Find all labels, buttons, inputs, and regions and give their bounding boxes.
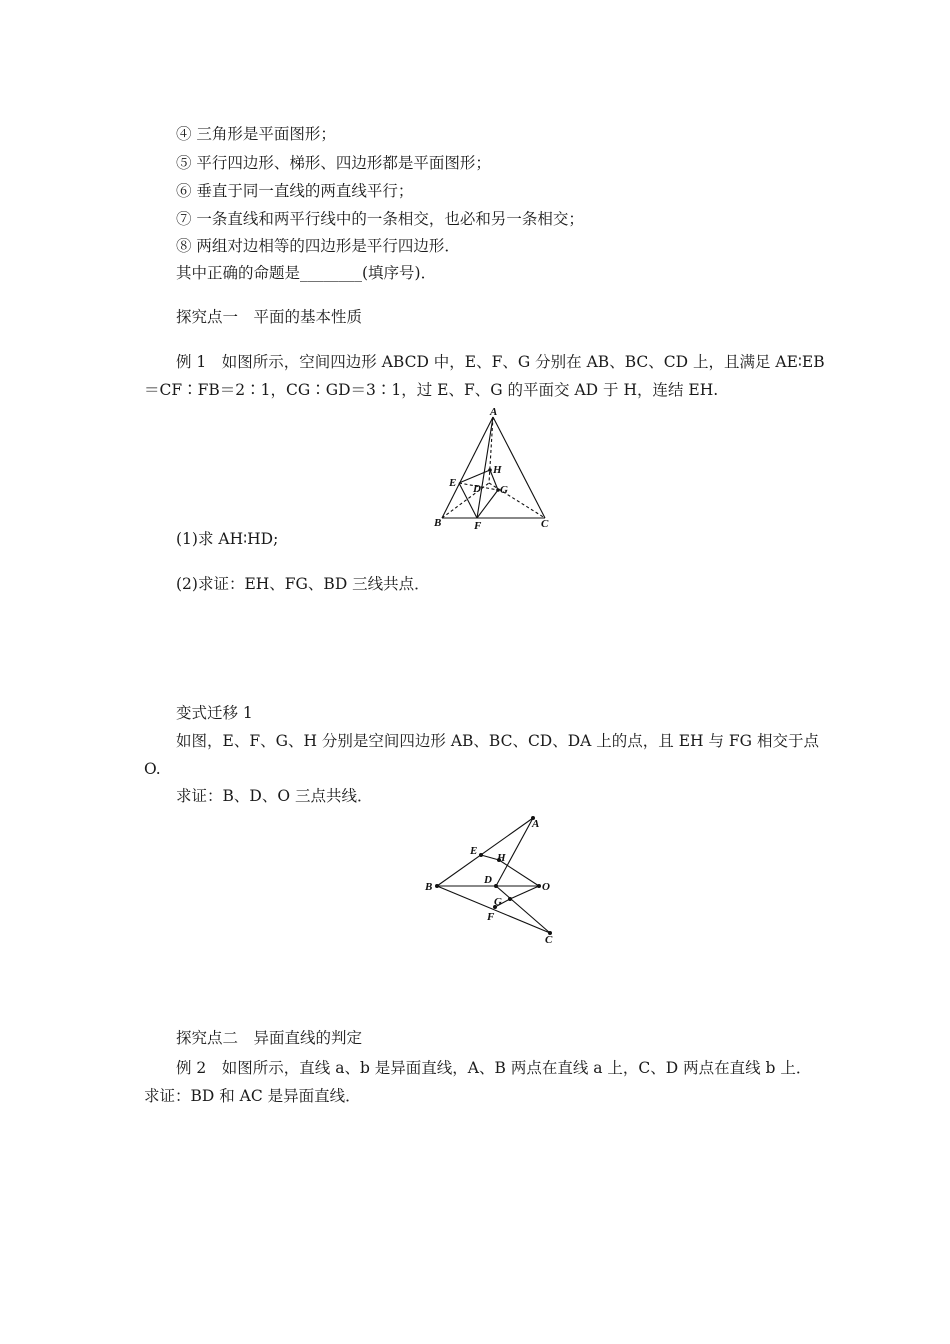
label-h: H (493, 464, 502, 476)
label-f: F (474, 520, 482, 532)
item-6: ⑥ 垂直于同一直线的两直线平行； (176, 182, 414, 200)
point-o (537, 884, 541, 888)
example1-line2: ＝CF∶FB＝2∶1，CG∶GD＝3∶1，过 E、F、G 的平面交 AD 于 H，连结 EH. (144, 381, 719, 399)
label-c: C (541, 518, 549, 530)
label-b: B (434, 517, 442, 529)
edge-bc (437, 886, 550, 933)
label-a: A (490, 406, 498, 418)
label-d: D (473, 483, 481, 495)
tetrahedron-figure (430, 405, 560, 533)
label-h: H (497, 852, 506, 864)
question-1: (1)求 AH∶HD; (176, 530, 279, 548)
item-8: ⑧ 两组对边相等的四边形是平行四边形． (176, 237, 460, 255)
label-e: E (470, 845, 478, 857)
example1-line1: 例 1 如图所示，空间四边形 ABCD 中，E、F、G 分别在 AB、BC、CD 上，且满足 AE∶EB (176, 353, 825, 371)
label-d: D (484, 874, 492, 886)
section2-title: 探究点二 异面直线的判定 (176, 1029, 363, 1047)
answer-prompt: 其中正确的命题是________(填序号)． (176, 264, 437, 282)
point-e (479, 853, 483, 857)
variant1-line3: 求证：B、D、O 三点共线． (176, 787, 373, 805)
variant1-line1: 如图，E、F、G、H 分别是空间四边形 AB、BC、CD、DA 上的点，且 EH 与 FG 相交于点 (176, 732, 819, 750)
example2-line2: 求证：BD 和 AC 是异面直线． (144, 1087, 361, 1105)
label-b: B (425, 881, 433, 893)
example2-line1: 例 2 如图所示，直线 a、b 是异面直线，A、B 两点在直线 a 上，C、D 两点在直线 b 上． (176, 1059, 812, 1077)
label-a: A (532, 818, 540, 830)
label-g: G (494, 896, 502, 908)
point-g (508, 897, 512, 901)
quadrilateral-figure (422, 810, 562, 948)
question-2: (2)求证：EH、FG、BD 三线共点． (176, 575, 430, 593)
label-g: G (500, 484, 508, 496)
variant1-line2: O. (144, 760, 161, 778)
label-e: E (449, 477, 457, 489)
point-h (488, 468, 492, 472)
item-4: ④ 三角形是平面图形； (176, 125, 336, 143)
item-5: ⑤ 平行四边形、梯形、四边形都是平面图形； (176, 154, 491, 172)
item-7: ⑦ 一条直线和两平行线中的一条相交，也必和另一条相交； (176, 210, 584, 228)
edge-eh (459, 470, 490, 483)
label-f: F (487, 911, 495, 923)
section1-title: 探究点一 平面的基本性质 (176, 308, 363, 326)
label-o: O (542, 881, 550, 893)
label-c: C (545, 934, 553, 946)
point-b (435, 884, 439, 888)
variant1-title: 变式迁移 1 (176, 704, 253, 722)
edge-go (510, 886, 539, 899)
point-d (494, 884, 498, 888)
